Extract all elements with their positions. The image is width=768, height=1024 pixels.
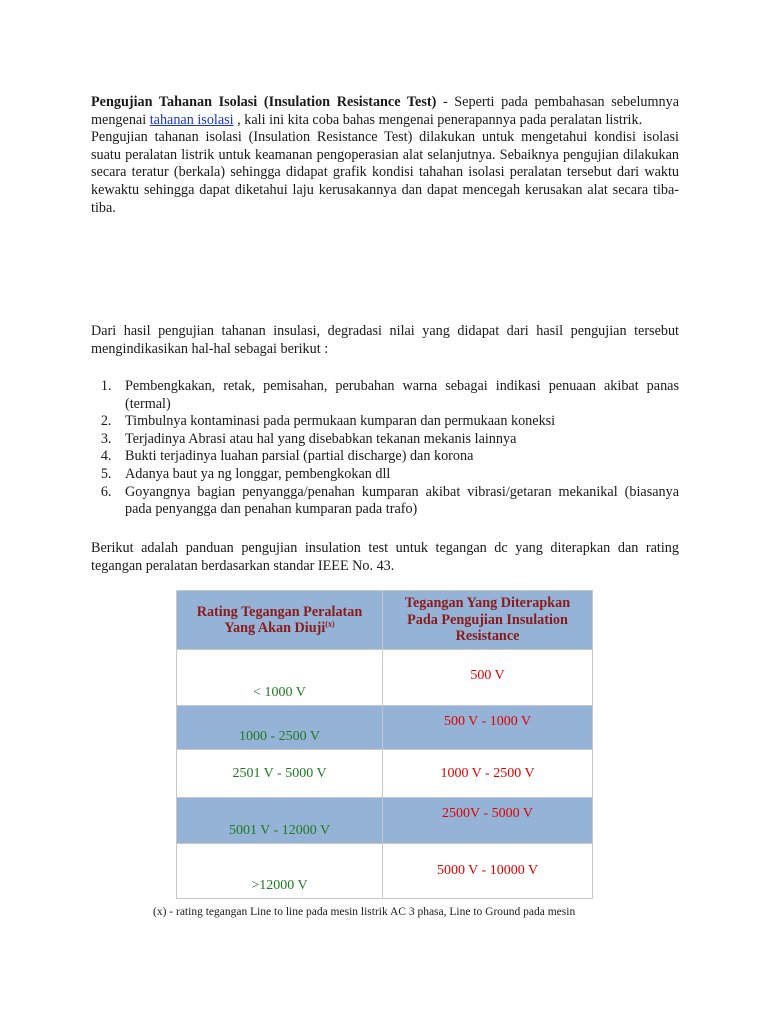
list-item: 3. Terjadinya Abrasi atau hal yang disebabkan tekanan mekanis lainnya (115, 431, 679, 449)
intro-title: Pengujian Tahanan Isolasi (Insulation Resistance Test) (91, 94, 437, 110)
rating-cell: 2501 V - 5000 V (177, 750, 383, 798)
applied-cell: 500 V (383, 650, 593, 706)
header-rating-text: Rating Tegangan Peralatan Yang Akan Diuji (196, 603, 363, 636)
intro-paragraph-1 (91, 94, 679, 129)
guide-text: Berikut adalah panduan pengujian insulation test untuk tegangan dc yang diterapkan dan rating tegangan peralatan berdasarkan standar IEEE No. 43. (91, 540, 679, 574)
header-applied: Tegangan Yang Diterapkan Pada Pengujian Insulation Resistance (383, 591, 593, 650)
table-row (177, 798, 593, 844)
findings-intro (91, 323, 679, 358)
rating-cell: 1000 - 2500 V (177, 706, 383, 750)
findings-list (91, 378, 679, 519)
header-rating-footnote-mark: (x) (325, 619, 335, 629)
intro-section (91, 94, 679, 217)
table-row (177, 650, 593, 706)
intro-text-after-link: , kali ini kita coba bahas mengenai penerapannya pada peralatan listrik. (233, 111, 643, 128)
findings-list-container (91, 378, 679, 519)
table-row (177, 706, 593, 750)
rating-cell: 5001 V - 12000 V (177, 798, 383, 844)
applied-cell: 2500V - 5000 V (383, 798, 593, 844)
applied-cell: 5000 V - 10000 V (383, 844, 593, 899)
intro-text-before-link: - Seperti pada pembahasan sebelumnya mengenai (91, 94, 680, 128)
voltage-standard-table (176, 590, 593, 899)
intro-paragraph-2: Pengujian tahanan isolasi (Insulation Resistance Test) dilakukan untuk mengetahui kondisi isolasi suatu peralatan listrik untuk keamanan pengoperasian alat selanjutnya. Sebaiknya pengujian dilakukan secara teratur (berkala) sehingga didapat grafik kondisi tahahan isolasi peralatan tersebut dari waktu kewaktu sehingga dapat diketahui laju kerusakannya dan dapat mencegah kerusakan alat secara tiba-tiba. (91, 129, 679, 216)
rating-cell: >12000 V (177, 844, 383, 899)
list-item: 6. Goyangnya bagian penyangga/penahan kumparan akibat vibrasi/getaran mekanikal (biasanya pada penyangga dan penahan kumparan pada trafo) (115, 484, 679, 519)
table-row (177, 750, 593, 798)
list-item: 1. Pembengkakan, retak, pemisahan, perubahan warna sebagai indikasi penuaan akibat panas (termal) (115, 378, 679, 413)
list-item: 2. Timbulnya kontaminasi pada permukaan kumparan dan permukaan koneksi (115, 413, 679, 431)
rating-cell: < 1000 V (177, 650, 383, 706)
applied-cell: 500 V - 1000 V (383, 706, 593, 750)
table-footnote: (x) - rating tegangan Line to line pada mesin listrik AC 3 phasa, Line to Ground pada mesin (153, 906, 576, 918)
table-header-row (177, 591, 593, 650)
header-rating (177, 591, 383, 650)
list-item: 4. Bukti terjadinya luahan parsial (partial discharge) dan korona (115, 448, 679, 466)
list-item: 5. Adanya baut ya ng longgar, pembengkokan dll (115, 466, 679, 484)
guide-section (91, 540, 679, 575)
findings-intro-text: Dari hasil pengujian tahanan insulasi, degradasi nilai yang didapat dari hasil pengujian tersebut mengindikasikan hal-hal sebagai berikut : (91, 323, 679, 357)
table-row (177, 844, 593, 899)
applied-cell: 1000 V - 2500 V (383, 750, 593, 798)
tahanan-isolasi-link[interactable]: tahanan isolasi (149, 111, 234, 128)
